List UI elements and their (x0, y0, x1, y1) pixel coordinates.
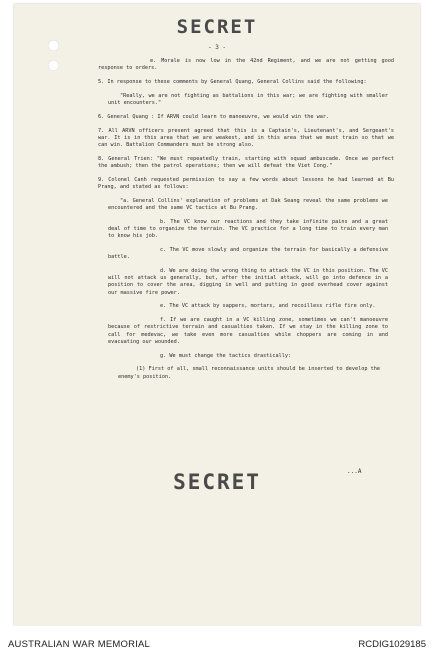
paragraph-9a: "a. General Collins' explanation of problems at Dak Seang reveal the same problems we encountered and the same VC tactics at Bu Prang. (108, 197, 388, 211)
paragraph-9f: f. If we are caught in a VC killing zone, sometimes we can't manoeuvre because of restrictive terrain and casualties taken. If we stay in the killing zone to call for medevac, we take even more casualties while choppers are coming in and evacuating our wounded. (108, 317, 388, 345)
paragraph-9g1: (1) First of all, small reconnaissance units should be inserted to develop the enemy's position. (118, 366, 380, 380)
paragraph-9: 9. Colonel Canh requested permission to say a few words about lessons he had learned at Bu Prang, and stated as follows: (98, 176, 394, 190)
paragraph-9c: c. The VC move slowly and organize the terrain for basically a defensive battle. (108, 247, 388, 261)
archive-footer (0, 626, 432, 654)
continuation-mark: ...A (347, 468, 362, 475)
document-body (98, 58, 394, 387)
page-number: - 3 - (207, 44, 227, 51)
paragraph-5: 5. In response to these comments by General Quang, General Collins said the following: (98, 79, 367, 85)
paragraph-e-morale: e. Morale is now low in the 42nd Regiment, and we are not getting good response to orders. (98, 58, 394, 72)
document-page (14, 4, 420, 626)
footer-institution: AUSTRALIAN WAR MEMORIAL (8, 639, 151, 650)
paragraph-8: 8. General Trien: "We must repeatedly train, starting with squad ambuscade. Once we perfect the ambush; then the patrol operations; then we will defeat the Viet Cong." (98, 155, 394, 169)
paragraph-9d: d. We are doing the wrong thing to attack the VC in this position. The VC will not attack us generally, but, after the initial attack, will go into defence in a position to cover the area, digging in well and putting in good overhead cover against our massive fire power. (108, 268, 388, 296)
punch-hole (48, 60, 59, 71)
paragraph-9b: b. The VC know our reactions and they take infinite pains and a great deal of time to organize the terrain. The VC practice for a long time to train every man to know his job. (108, 218, 388, 240)
paragraph-9e: e. The VC attack by sappers, mortars, and recoilless rifle fire only. (160, 303, 376, 310)
paragraph-5-quote: "Really, we are not fighting as battalions in this war; we are fighting with smaller unit encounters." (108, 92, 388, 106)
secret-stamp-top: SECRET (176, 16, 258, 38)
footer-record-id: RCDIG1029185 (358, 639, 426, 650)
secret-stamp-bottom: SECRET (173, 470, 261, 494)
paragraph-9g: g. We must change the tactics drastically: (160, 352, 292, 359)
paragraph-7: 7. All ARVN officers present agreed that this is a Captain's, Lieutenant's, and Sergeant's war. It is in this area that we are weakest, and in this area that we must train so that we can win. Battalion Commanders must be strong also. (98, 127, 394, 148)
paragraph-6: 6. General Quang : If ARVN could learn to manoeuvre, we would win the war. (98, 113, 330, 120)
